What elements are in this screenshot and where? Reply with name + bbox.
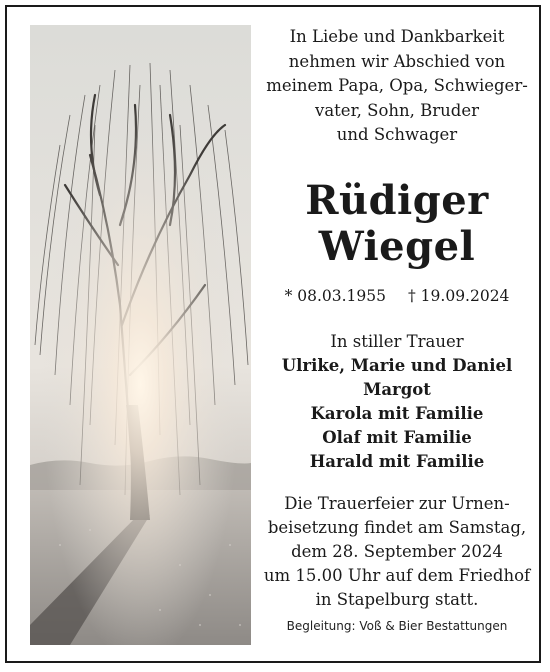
weeping-willow-photo <box>30 25 251 645</box>
service-line: beisetzung findet am Samstag, <box>267 517 527 537</box>
deceased-last-name: Wiegel <box>318 222 476 270</box>
mourner-name: Olaf mit Familie <box>322 427 472 447</box>
mourning-lead: In stiller Trauer <box>330 331 464 351</box>
life-dates <box>262 286 532 306</box>
mourners-list <box>262 354 532 474</box>
intro-line: meinem Papa, Opa, Schwieger- <box>266 76 528 95</box>
service-line: in Stapelburg statt. <box>315 589 479 609</box>
deceased-name <box>262 178 532 270</box>
mourner-name: Ulrike, Marie und Daniel <box>281 355 513 375</box>
mourner-name: Harald mit Familie <box>309 451 485 471</box>
intro-line: In Liebe und Dankbarkeit <box>289 27 505 46</box>
service-line: Die Trauerfeier zur Urnen- <box>284 493 510 513</box>
service-line: dem 28. September 2024 <box>291 541 503 561</box>
service-line: um 15.00 Uhr auf dem Friedhof <box>263 565 531 585</box>
birth-date: * 08.03.1955 <box>284 286 386 305</box>
intro-line: vater, Sohn, Bruder <box>315 100 479 120</box>
notice-text-column <box>262 25 532 634</box>
farewell-intro <box>262 25 532 148</box>
intro-line: und Schwager <box>336 125 458 144</box>
undertaker-credit: Begleitung: Voß & Bier Bestattungen <box>286 618 508 633</box>
mourner-name: Margot <box>363 379 431 399</box>
death-date: † 19.09.2024 <box>408 286 510 305</box>
intro-line: nehmen wir Abschied von <box>288 51 506 71</box>
deceased-first-name: Rüdiger <box>305 176 489 224</box>
mourner-name: Karola mit Familie <box>310 403 484 423</box>
funeral-service-info <box>262 492 532 612</box>
